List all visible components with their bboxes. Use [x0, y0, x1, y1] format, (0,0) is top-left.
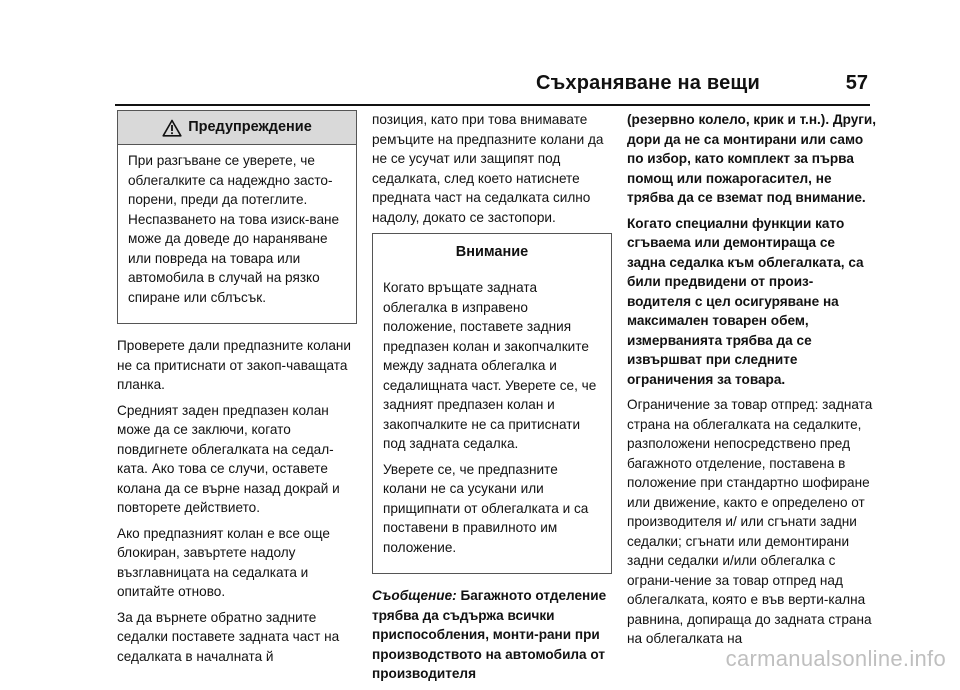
bold-paragraph: (резервно колело, крик и т.н.). Други, дори да не са монтирани или само по избор, като комплект за първа помощ или пожарогасител, не трябва да се вземат под внимание. — [627, 112, 877, 205]
column-1 — [117, 110, 357, 672]
paragraph: Проверете дали предпазните колани не са притиснати от закоп-чаващата планка. — [117, 338, 351, 392]
warning-box — [117, 110, 357, 324]
paragraph: За да върнете обратно задните седалки поставете задната част на седалката в началната й — [117, 609, 340, 664]
column-2 — [372, 110, 612, 690]
warning-triangle-icon — [162, 119, 182, 137]
caution-text: Уверете се, че предпазните колани не са усукани или прищипнати от облегалката и са поставени в правилното им положение. — [383, 461, 589, 555]
warning-text: При разгъване се уверете, че облегалките са надеждно засто-порени, преди да потеглите. Неспазването на това изиск-ване може да доведе до нараняване или повреда на товара или автомобила в случай на рязко спиране или сблъсък. — [128, 153, 340, 305]
warning-heading: Предупреждение — [188, 118, 312, 135]
page-header — [115, 58, 870, 98]
paragraph: Ограничение за товар отпред: задната страна на облегалката на седалките, разположени непосредствено пред багажното отделение, поставена в положение при стандартно шофиране или движение, както е определено от производителя и/ или сгънати задни седалки; сгънати или демонтирани задни седалки и/или облегалка с ограни-чение за товар отпред над облегалката, която е във верти-кална равнина, допираща до задната страна на облегалката на — [627, 397, 873, 646]
watermark: carmanualsonline.info — [725, 646, 946, 671]
paragraph: Средният заден предпазен колан може да се заключи, когато повдигнете облегалката на седал-ката. Ако това се случи, оставете колана да се върне назад докрай и повторете действието. — [117, 402, 340, 515]
paragraph: Ако предпазният колан е все още блокиран, завъртете надолу възглавницата на седалката и опитайте отново. — [117, 525, 330, 599]
note-text: Багажното отделение трябва да съдържа всички приспособления, монти-рани при производството на автомобила от производителя — [372, 588, 607, 681]
bold-paragraph: Когато специални функции като сгъваема или демонтираща се задна седалка към облегалката, са били предвидени от произ-водителя с цел осигуряване на максимален товарен обем, измерванията трябва да се извършват при следните ограничения за товара. — [627, 215, 864, 387]
caution-box — [372, 233, 612, 574]
caution-heading: Внимание — [373, 234, 611, 272]
warning-box-header — [118, 111, 356, 145]
note-label: Съобщение: — [372, 588, 457, 603]
section-title: Съхраняване на вещи — [535, 72, 760, 94]
page-number: 57 — [845, 72, 868, 94]
paragraph: позиция, като при това внимавате ремъците на предпазните колани да не се усучат или защипят под седалката, след което натиснете предната част на седалката силно надолу, докато се застопори. — [372, 112, 604, 225]
column-3 — [627, 110, 877, 655]
caution-text: Когато връщате задната облегалка в изправено положение, поставете задния предпазен колан и закопчалките между задната облегалка и седалищната част. Уверете се, че задният предпазен колан и закопчалките не са притиснати под задната седалка. — [383, 280, 597, 451]
header-divider — [115, 104, 870, 106]
note-paragraph — [372, 586, 612, 684]
